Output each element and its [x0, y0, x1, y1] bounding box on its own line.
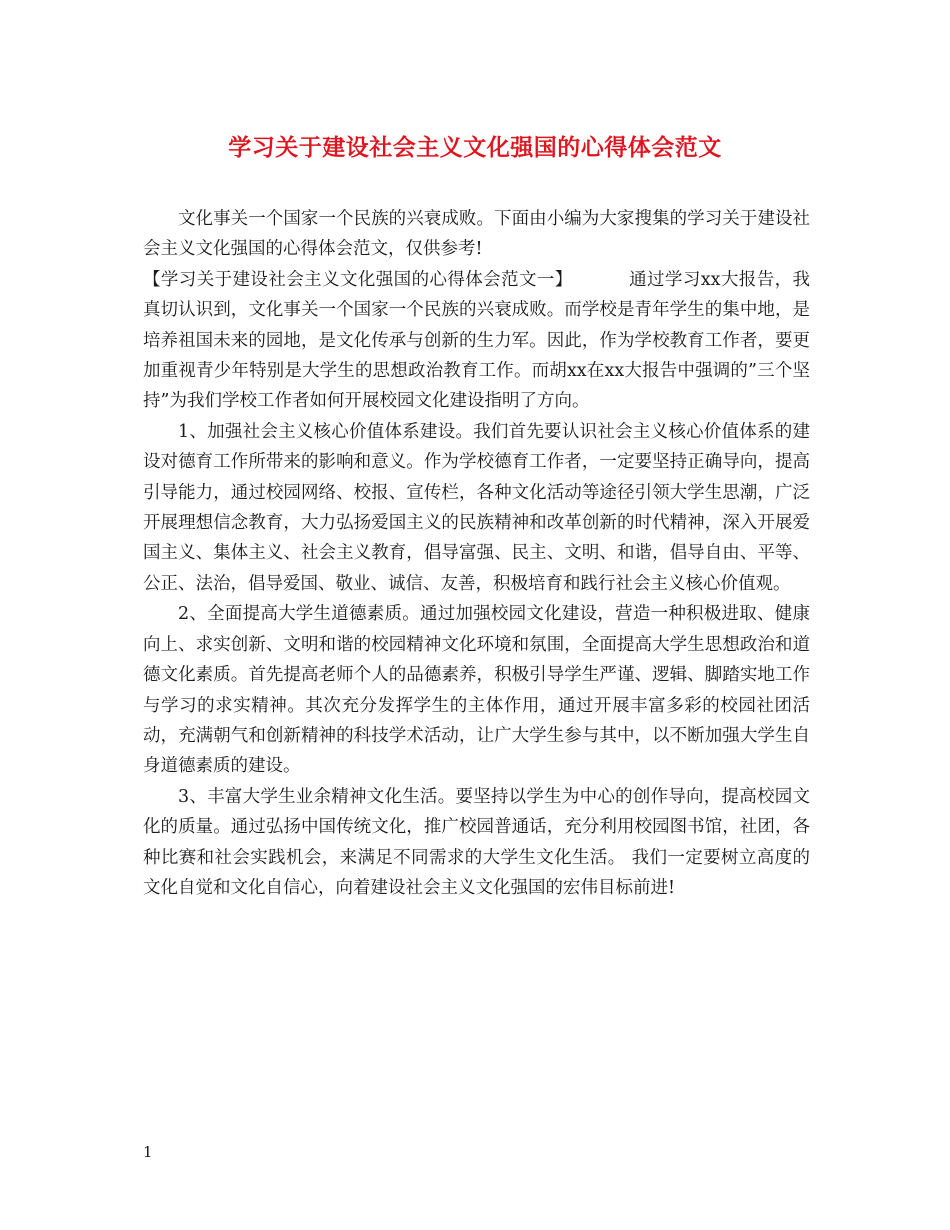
page-number: 1 — [143, 1143, 153, 1161]
point-2-paragraph: 2、全面提高大学生道德素质。通过加强校园文化建设，营造一种积极进取、健康向上、求实创新、文明和谐的校园精神文化环境和氛围，全面提高大学生思想政治和道德文化素质。首先提高老师个人的品德素养，积极引导学生严谨、逻辑、脚踏实地工作与学习的求实精神。其次充分发挥学生的主体作用，通过开展丰富多彩的校园社团活动，充满朝气和创新精神的科技学术活动，让广大学生参与其中，以不断加强大学生自身道德素质的建设。 — [143, 604, 810, 777]
section-intro-text: 通过学习xx大报告，我真切认识到，文化事关一个国家一个民族的兴衰成败。而学校是青年学生的集中地，是培养祖国未来的园地，是文化传承与创新的生力军。因此，作为学校教育工作者，要更加重视青少年特别是大学生的思想政治教育工作。而胡xx在xx大报告中强调的”三个坚持”为我们学校工作者如何开展校园文化建设指明了方向。 — [143, 269, 811, 412]
page-title: 学习关于建设社会主义文化强国的心得体会范文 — [228, 134, 722, 161]
section-heading: 【学习关于建设社会主义文化强国的心得体会范文一】 — [143, 269, 573, 290]
intro-paragraph: 文化事关一个国家一个民族的兴衰成败。下面由小编为大家搜集的学习关于建设社会主义文化强国的心得体会范文，仅供参考! — [143, 209, 810, 260]
section-paragraph — [143, 265, 810, 417]
point-3-paragraph: 3、丰富大学生业余精神文化生活。要坚持以学生为中心的创作导向，提高校园文化的质量。通过弘扬中国传统文化，推广校园普通话，充分利用校园图书馆，社团，各种比赛和社会实践机会，来满足不同需求的大学生文化生活。 我们一定要树立高度的文化自觉和文化自信心，向着建设社会主义文化强国的宏伟目标前进! — [143, 786, 810, 898]
point-1-paragraph: 1、加强社会主义核心价值体系建设。我们首先要认识社会主义核心价值体系的建设对德育工作所带来的影响和意义。作为学校德育工作者，一定要坚持正确导向，提高引导能力，通过校园网络、校报、宣传栏，各种文化活动等途径引领大学生思潮，广泛开展理想信念教育，大力弘扬爱国主义的民族精神和改革创新的时代精神，深入开展爱国主义、集体主义、社会主义教育，倡导富强、民主、文明、和谐，倡导自由、平等、公正、法治，倡导爱国、敬业、诚信、友善，积极培育和践行社会主义核心价值观。 — [143, 421, 810, 594]
document-body — [143, 204, 810, 903]
